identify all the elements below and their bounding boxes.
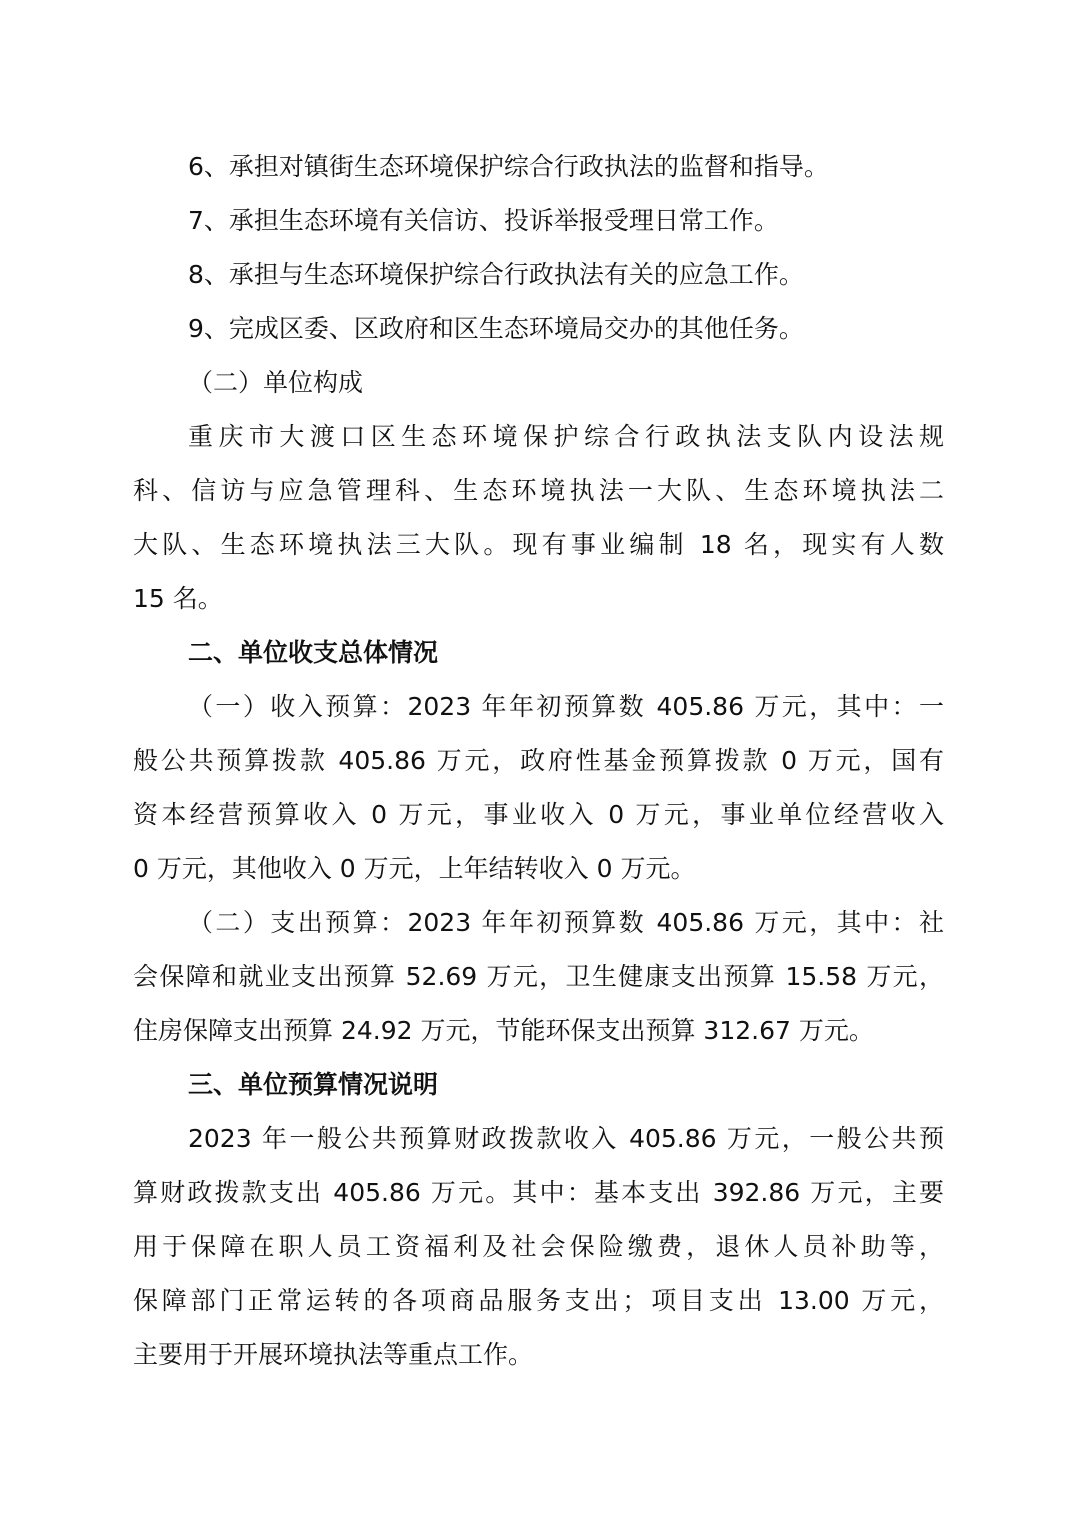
text-line: 重庆市大渡口区生态环境保护综合行政执法支队内设法规 xyxy=(188,422,944,451)
text-line: 6、承担对镇街生态环境保护综合行政执法的监督和指导。 xyxy=(188,152,829,181)
text-line: 0 万元，其他收入 0 万元，上年结转收入 0 万元。 xyxy=(133,854,696,883)
text-line: （二）单位构成 xyxy=(188,368,364,397)
document-page xyxy=(133,140,944,1382)
text-line: 15 名。 xyxy=(133,584,223,613)
text-line: 保障部门正常运转的各项商品服务支出；项目支出 13.00 万元， xyxy=(133,1286,944,1315)
text-line: （二）支出预算：2023 年年初预算数 405.86 万元，其中：社 xyxy=(188,908,944,937)
section-heading: 三、单位预算情况说明 xyxy=(188,1070,439,1099)
text-line: 大队、生态环境执法三大队。现有事业编制 18 名，现实有人数 xyxy=(133,530,944,559)
text-line: 主要用于开展环境执法等重点工作。 xyxy=(133,1340,534,1369)
text-line: 住房保障支出预算 24.92 万元，节能环保支出预算 312.67 万元。 xyxy=(133,1016,874,1045)
text-line: 般公共预算拨款 405.86 万元，政府性基金预算拨款 0 万元，国有 xyxy=(133,746,944,775)
text-line: 算财政拨款支出 405.86 万元。其中：基本支出 392.86 万元，主要 xyxy=(133,1178,944,1207)
text-line: 资本经营预算收入 0 万元，事业收入 0 万元，事业单位经营收入 xyxy=(133,800,944,829)
text-line: 会保障和就业支出预算 52.69 万元，卫生健康支出预算 15.58 万元， xyxy=(133,962,944,991)
text-line: （一）收入预算：2023 年年初预算数 405.86 万元，其中：一 xyxy=(188,692,944,721)
text-line: 科、信访与应急管理科、生态环境执法一大队、生态环境执法二 xyxy=(133,476,944,505)
text-line: 8、承担与生态环境保护综合行政执法有关的应急工作。 xyxy=(188,260,804,289)
text-line: 7、承担生态环境有关信访、投诉举报受理日常工作。 xyxy=(188,206,779,235)
text-line: 用于保障在职人员工资福利及社会保险缴费，退休人员补助等， xyxy=(133,1232,944,1261)
text-line: 9、完成区委、区政府和区生态环境局交办的其他任务。 xyxy=(188,314,804,343)
text-line: 2023 年一般公共预算财政拨款收入 405.86 万元，一般公共预 xyxy=(188,1124,944,1153)
section-heading: 二、单位收支总体情况 xyxy=(188,638,439,667)
